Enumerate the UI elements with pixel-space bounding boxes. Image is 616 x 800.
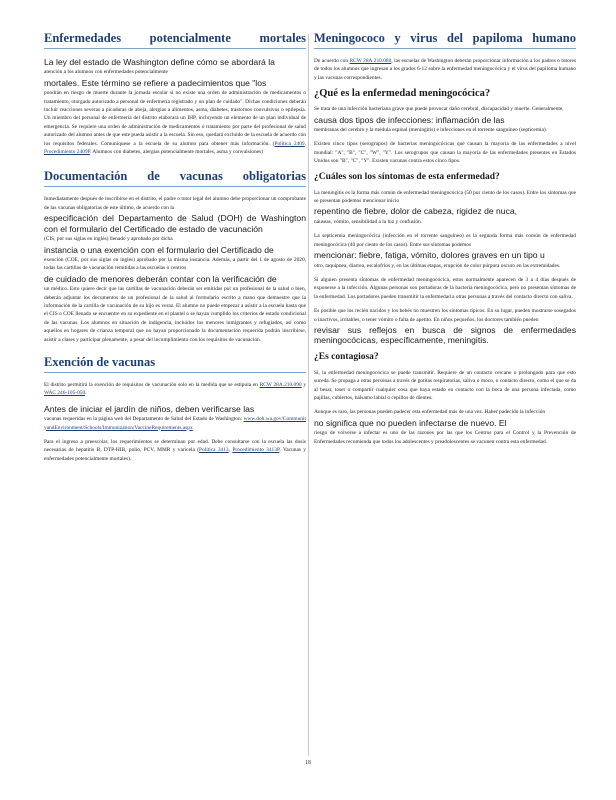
body-text: , las escuelas de Washington deberán proporcionar información a los padres o tutores de todos los alumnos que ingresan a los grados 6-12 sobre la enfermedad meningocócica y el virus del papiloma humano y las vacunas correspondientes. [314,58,576,81]
body-text: Inmediatamente después de inscribirse en el distrito, el padre o tutor legal del alumno debe proporcionar un comprobante de las vacunas obligatorias de este último, de acuerdo con la [44,196,306,211]
body-text: Se trata de una infección bacteriana grave que puede provocar daño cerebral, discapacidad y muerte. Generalmente, [314,106,564,113]
lead-text: La ley del estado de Washington define cómo se abordará la [44,57,275,67]
body-text: Es posible que los recién nacidos y los bebés no muestren los síntomas típicos. En su lugar, pueden mostrarse sosegados o inactivos, irritables, o tener vómito o falta de apetito. En niños pequeños, los doctores también pueden [314,308,576,323]
rcw-link[interactable]: RCW 28A.210.090 [259,381,302,388]
lead-text: revisar sus reflejos en busca de signos de enfermedades meningocócicas, específicamente, meningitis. [314,324,576,346]
policy-link[interactable]: Política 3413 [199,447,229,454]
title-rule [44,186,306,187]
lead-text: no significa que no pueden infectarse de nuevo. El [314,417,507,428]
body-text [314,57,576,82]
section-title: Enfermedades potencialmente mortales [44,31,306,45]
body-text: Sí, la enfermedad meningocócica se puede transmitir. Requiere de un contacto cercano o prolongado para que esto suceda. Se propaga a otras personas a través de gotitas respiratorias, saliva o moco, o contacto directo, como el que se da al besar, toser o compartir cualquier cosa que haya estado en contacto con la boca de una persona infectada, como pajillas, cubiertos, bálsamo labial o cepillos de dientes. [314,369,576,401]
body-text: El distrito permitirá la exención de requisitos de vacunación solo en la medida que se estipula en RCW 28A.210.090 y WAC 246-105-050. [44,381,307,397]
question-heading: ¿Es contagiosa? [314,351,379,362]
doh-link[interactable]: www.doh.wa.gov/CommunityandEnvironment/Schools/Immunization/VaccineRequirements.aspx [44,416,306,431]
question-heading: ¿Qué es la enfermedad meningocócica? [314,88,491,100]
body-text: Si alguien presenta síntomas de enfermedad meningocócica, estos normalmente aparecen de 3 a 4 días después de exponerse a la infección. Algunas personas son portadoras de la bacteria meningocócica, pero no presentan síntomas de la enfermedad. Los portadores pueden transmitir la enfermedad a otras personas a través del contacto directo con saliva. [314,276,576,300]
rcw-link[interactable]: RCW 28A.210.080 [349,58,392,64]
column-divider [308,34,309,756]
policy-link[interactable]: Política 2409 [274,140,305,147]
lead-text: mortales. Este término se refiere a padecimientos que "los [44,77,267,88]
section-title: Exención de vacunas [44,354,156,369]
body-text: y [303,381,307,388]
lead-text: repentino de fiebre, dolor de cabeza, rigidez de nuca, [314,206,518,217]
page-number: 18 [305,760,311,766]
body-text: La septicemia meningocócica (infección en el torrente sanguíneo) es la segunda forma más común de enfermedad meningocócica (40 por ciento de los casos). Entre sus síntomas podemos [314,233,576,248]
body-text: membranas del cerebro y la médula espinal (meningitis) e infecciones en el torrente sanguíneo (septicemia). [314,127,548,134]
body-text: Para el ingreso a preescolar, los requerimientos se determinan por edad. Debe consultarse con la escuela las dosis necesarias de hepatitis B, DTP-HIB, polio, PCV, MMR y varicela ( [44,439,306,454]
section-title: Documentación de vacunas obligatorias [44,169,306,184]
body-text: De acuerdo con [314,58,349,64]
question-heading: ¿Cuáles son los síntomas de esta enfermedad? [314,171,500,182]
procedure-link[interactable]: Procedimiento 3413P [232,447,280,454]
lead-text: especificación del Departamento de Salud (DOH) de Washington con el formulario del Certificado de estado de vacunación [44,213,306,234]
left-column [44,30,306,469]
wac-link[interactable]: WAC 246-105-050 [44,390,86,397]
body-text [44,415,306,432]
body-text: un médico. Esto quiere decir que las cartillas de vacunación deberán ser emitidas por un profesional de la salud o bien, deberán adjuntar los documentos de un profesional de la salud al formulario escrito a mano que demuestre que la información de la cartilla de vacunación de su hijo es veraz. El alumno no puede empezar a asistir a la escuela hasta que el CIS o COE llenado se encuentre en su expediente en el plantel o se hayan cumplido los criterios de estado condicional de las vacunas. Los alumnos en situación de indigencia, incluidos los menores inmigrantes y refugiados, así como aquellos en hogares de crianza temporal que no hayan proporcionado la documentación requerida podrán inscribirse, asistir a clases y participar plenamente, a pesar del incumplimiento con los requisitos de vacunación. [44,286,306,343]
title-rule [44,48,306,49]
lead-text: de cuidado de menores deberán contar con la verificación de [44,273,277,284]
body-text: pondrán en riesgo de muerte durante la jornada escolar si no existe una orden de administración de medicamentos o tratamiento, otorgado autorizado a personal de enfermería registrado y un plan de cuidado". Dichas condiciones deberán incluir reacciones severas a picaduras de abeja, alergias a alimentos, asma, diabetes, trastornos convulsivos o epilepsia. Un miembro del personal de enfermería del distrito elaborará un IHP, incluyendo un elemento de un plan individual de emergencia. Se requiere una orden de administración de medicamentos o tratamiento por parte del profesional de salud autorizado del alumno antes de que este pueda asistir a la escuela. Sin eso, quedará excluido de la escuela de acuerdo con los requisitos federales. Comuníquese a la escuela de su alumno para obtener más información. (Política 2409, Procedimiento 2409P. Alumnos con diabetes, alergias potencialmente mortales, asma y convulsiones) [44,90,306,156]
body-text: pondrán en riesgo de muerte durante la jornada escolar si no existe una orden de administración de medicamentos o tratamiento, otorgado autorizado a personal de enfermería registrado y un plan de cuidado". Dichas condiciones deberán incluir reacciones severas a picaduras de abeja, alergias a alimentos, asma, diabetes, trastornos convulsivos o epilepsia. Un miembro del personal de enfermería del distrito elaborará un IHP, incluyendo un elemento de un plan individual de emergencia. Se requiere una orden de administración de medicamentos o tratamiento por parte del profesional de salud autorizado del alumno antes de que este pueda asistir a la escuela. Sin eso, quedará excluido de la escuela de acuerdo con los requisitos federales. Comuníquese a la escuela de su alumno para obtener más información. [44,90,306,147]
body-text: riesgo de volverse a infectar es uno de las razones por las que los Centros para el Control y la Prevención de Enfermedades recomienda que todos los adolescentes y preadolescentes se vacunen contra esta enfermedad. [314,430,576,445]
body-text: Existen cinco tipos (serogrupos) de bacterias meningocócicas que causan la mayoría de las enfermedades a nivel mundial: "A", "B", "C", "W", "Y". Los serogrupos que causan la mayoría de las enfermedades presentes en Estados Unidos son "B", "C", "Y". Existen vacunas contra estos cinco tipos. [314,141,576,165]
body-text: . Vacunas y enfermedades potencialmente mortales). [44,447,306,462]
body-text: El distrito permitirá la exención de requisitos de vacunación solo en la medida que se estipula en [44,381,258,388]
lead-text: instancia o una exención con el formulario del Certificado de [44,244,274,255]
procedure-link[interactable]: Procedimiento 2409P [44,149,90,156]
body-text: vacunas requeridas en la página web del Departamento de Salud del Estado de Washington: [44,416,243,423]
title-rule [314,48,576,49]
body-text: (CIS, por sus siglas en inglés) llenado y aprobado por dicha [44,236,173,243]
lead-text: Antes de iniciar el jardín de niños, deben verificarse las [44,403,255,414]
body-text: Para el ingreso a preescolar, los requerimientos se determinan por edad. Debe consultarse con la escuela las dosis necesarias de hepatitis B, DTP-HIB, polio, PCV, MMR y varicela (Política 3413, Procedimiento 3413P. Vacunas y enfermedades potencialmente mortales). [44,439,306,462]
body-text: otro, taquipnea, diarrea, escalofríos y, en las últimas etapas, erupción de color púrpura oscuro en las extremidades. [314,262,561,269]
section-title: Meningococo y virus del papiloma humano [314,31,576,45]
body-text: Aunque es raro, las personas pueden padecer esta enfermedad más de una vez. Haber padecido la infección [314,409,546,416]
body-text: náuseas, vómito, sensibilidad a la luz y confusión. [314,218,423,225]
title-rule [44,372,306,373]
body-text: exención (COE, por sus siglas en inglés) aprobado por la misma instancia. Además, a partir del 1 de agosto de 2020, todas las cartillas de vacunación remitidas a las escuelas o centros [44,256,306,272]
body-text: atención a los alumnos con enfermedades potencialmente [44,69,168,76]
lead-text: causa dos tipos de infecciones: inflamación de las [314,114,505,125]
lead-text: mencionar: fiebre, fatiga, vómito, dolores graves en un tipo u [314,250,545,261]
right-column [314,30,576,452]
body-text: . Alumnos con diabetes, alergias potencialmente mortales, asma y convulsiones) [89,149,263,156]
body-text: La meningitis es la forma más común de enfermedad meningocócica (50 por ciento de los casos). Entre los síntomas que se presentan podemos mencionar inicio [314,189,576,205]
